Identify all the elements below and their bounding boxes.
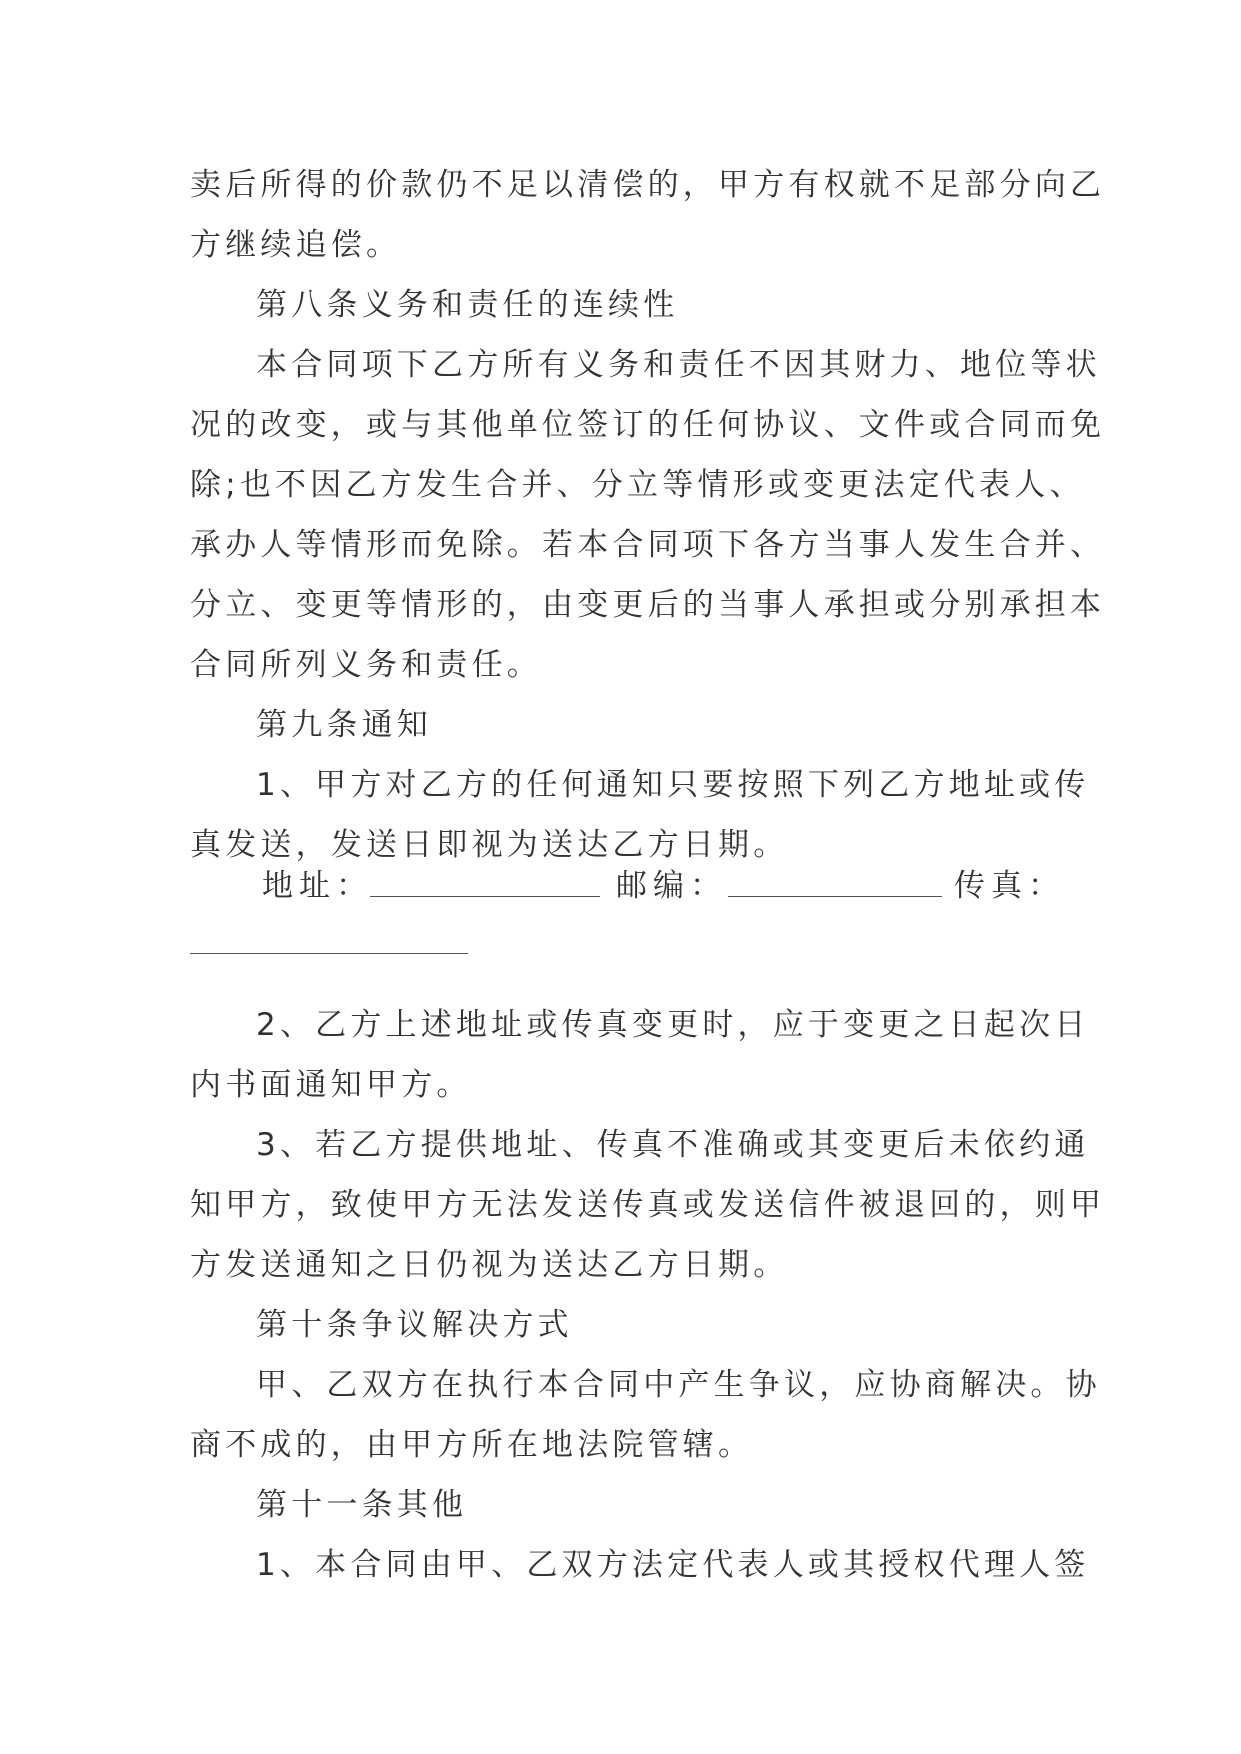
address-label: 地址： — [262, 868, 373, 904]
section-heading: 第十一条其他 — [256, 1487, 468, 1523]
postcode-blank — [728, 896, 942, 897]
text-line: 商不成的，由甲方所在地法院管辖。 — [190, 1427, 754, 1463]
text-line: 真发送，发送日即视为送达乙方日期。 — [190, 827, 789, 863]
postcode-label: 邮编： — [616, 868, 727, 904]
text-line: 分立、变更等情形的，由变更后的当事人承担或分别承担本 — [190, 587, 1106, 623]
text-line: 承办人等情形而免除。若本合同项下各方当事人发生合并、 — [190, 527, 1106, 563]
text-line: 卖后所得的价款仍不足以清偿的，甲方有权就不足部分向乙 — [190, 167, 1106, 203]
fax-label: 传真： — [954, 868, 1065, 904]
text-line: 况的改变，或与其他单位签订的任何协议、文件或合同而免 — [190, 407, 1106, 443]
text-line: 除;也不因乙方发生合并、分立等情形或变更法定代表人、 — [190, 467, 1085, 503]
text-line: 1、本合同由甲、乙双方法定代表人或其授权代理人签 — [256, 1547, 1090, 1583]
section-heading: 第九条通知 — [256, 707, 432, 743]
text-line: 2、乙方上述地址或传真变更时，应于变更之日起次日 — [256, 1007, 1090, 1043]
text-line: 方发送通知之日仍视为送达乙方日期。 — [190, 1247, 789, 1283]
section-heading: 第八条义务和责任的连续性 — [256, 287, 679, 323]
text-line: 甲、乙双方在执行本合同中产生争议，应协商解决。协 — [256, 1367, 1101, 1403]
text-line: 1、甲方对乙方的任何通知只要按照下列乙方地址或传 — [256, 767, 1090, 803]
text-line: 本合同项下乙方所有义务和责任不因其财力、地位等状 — [256, 347, 1101, 383]
text-line: 内书面通知甲方。 — [190, 1067, 472, 1103]
text-line: 方继续追偿。 — [190, 227, 402, 263]
fax-blank — [190, 953, 468, 954]
text-line: 3、若乙方提供地址、传真不准确或其变更后未依约通 — [256, 1127, 1090, 1163]
text-line: 合同所列义务和责任。 — [190, 647, 542, 683]
address-blank — [370, 896, 600, 897]
section-heading: 第十条争议解决方式 — [256, 1307, 573, 1343]
text-line: 知甲方，致使甲方无法发送传真或发送信件被退回的，则甲 — [190, 1187, 1106, 1223]
